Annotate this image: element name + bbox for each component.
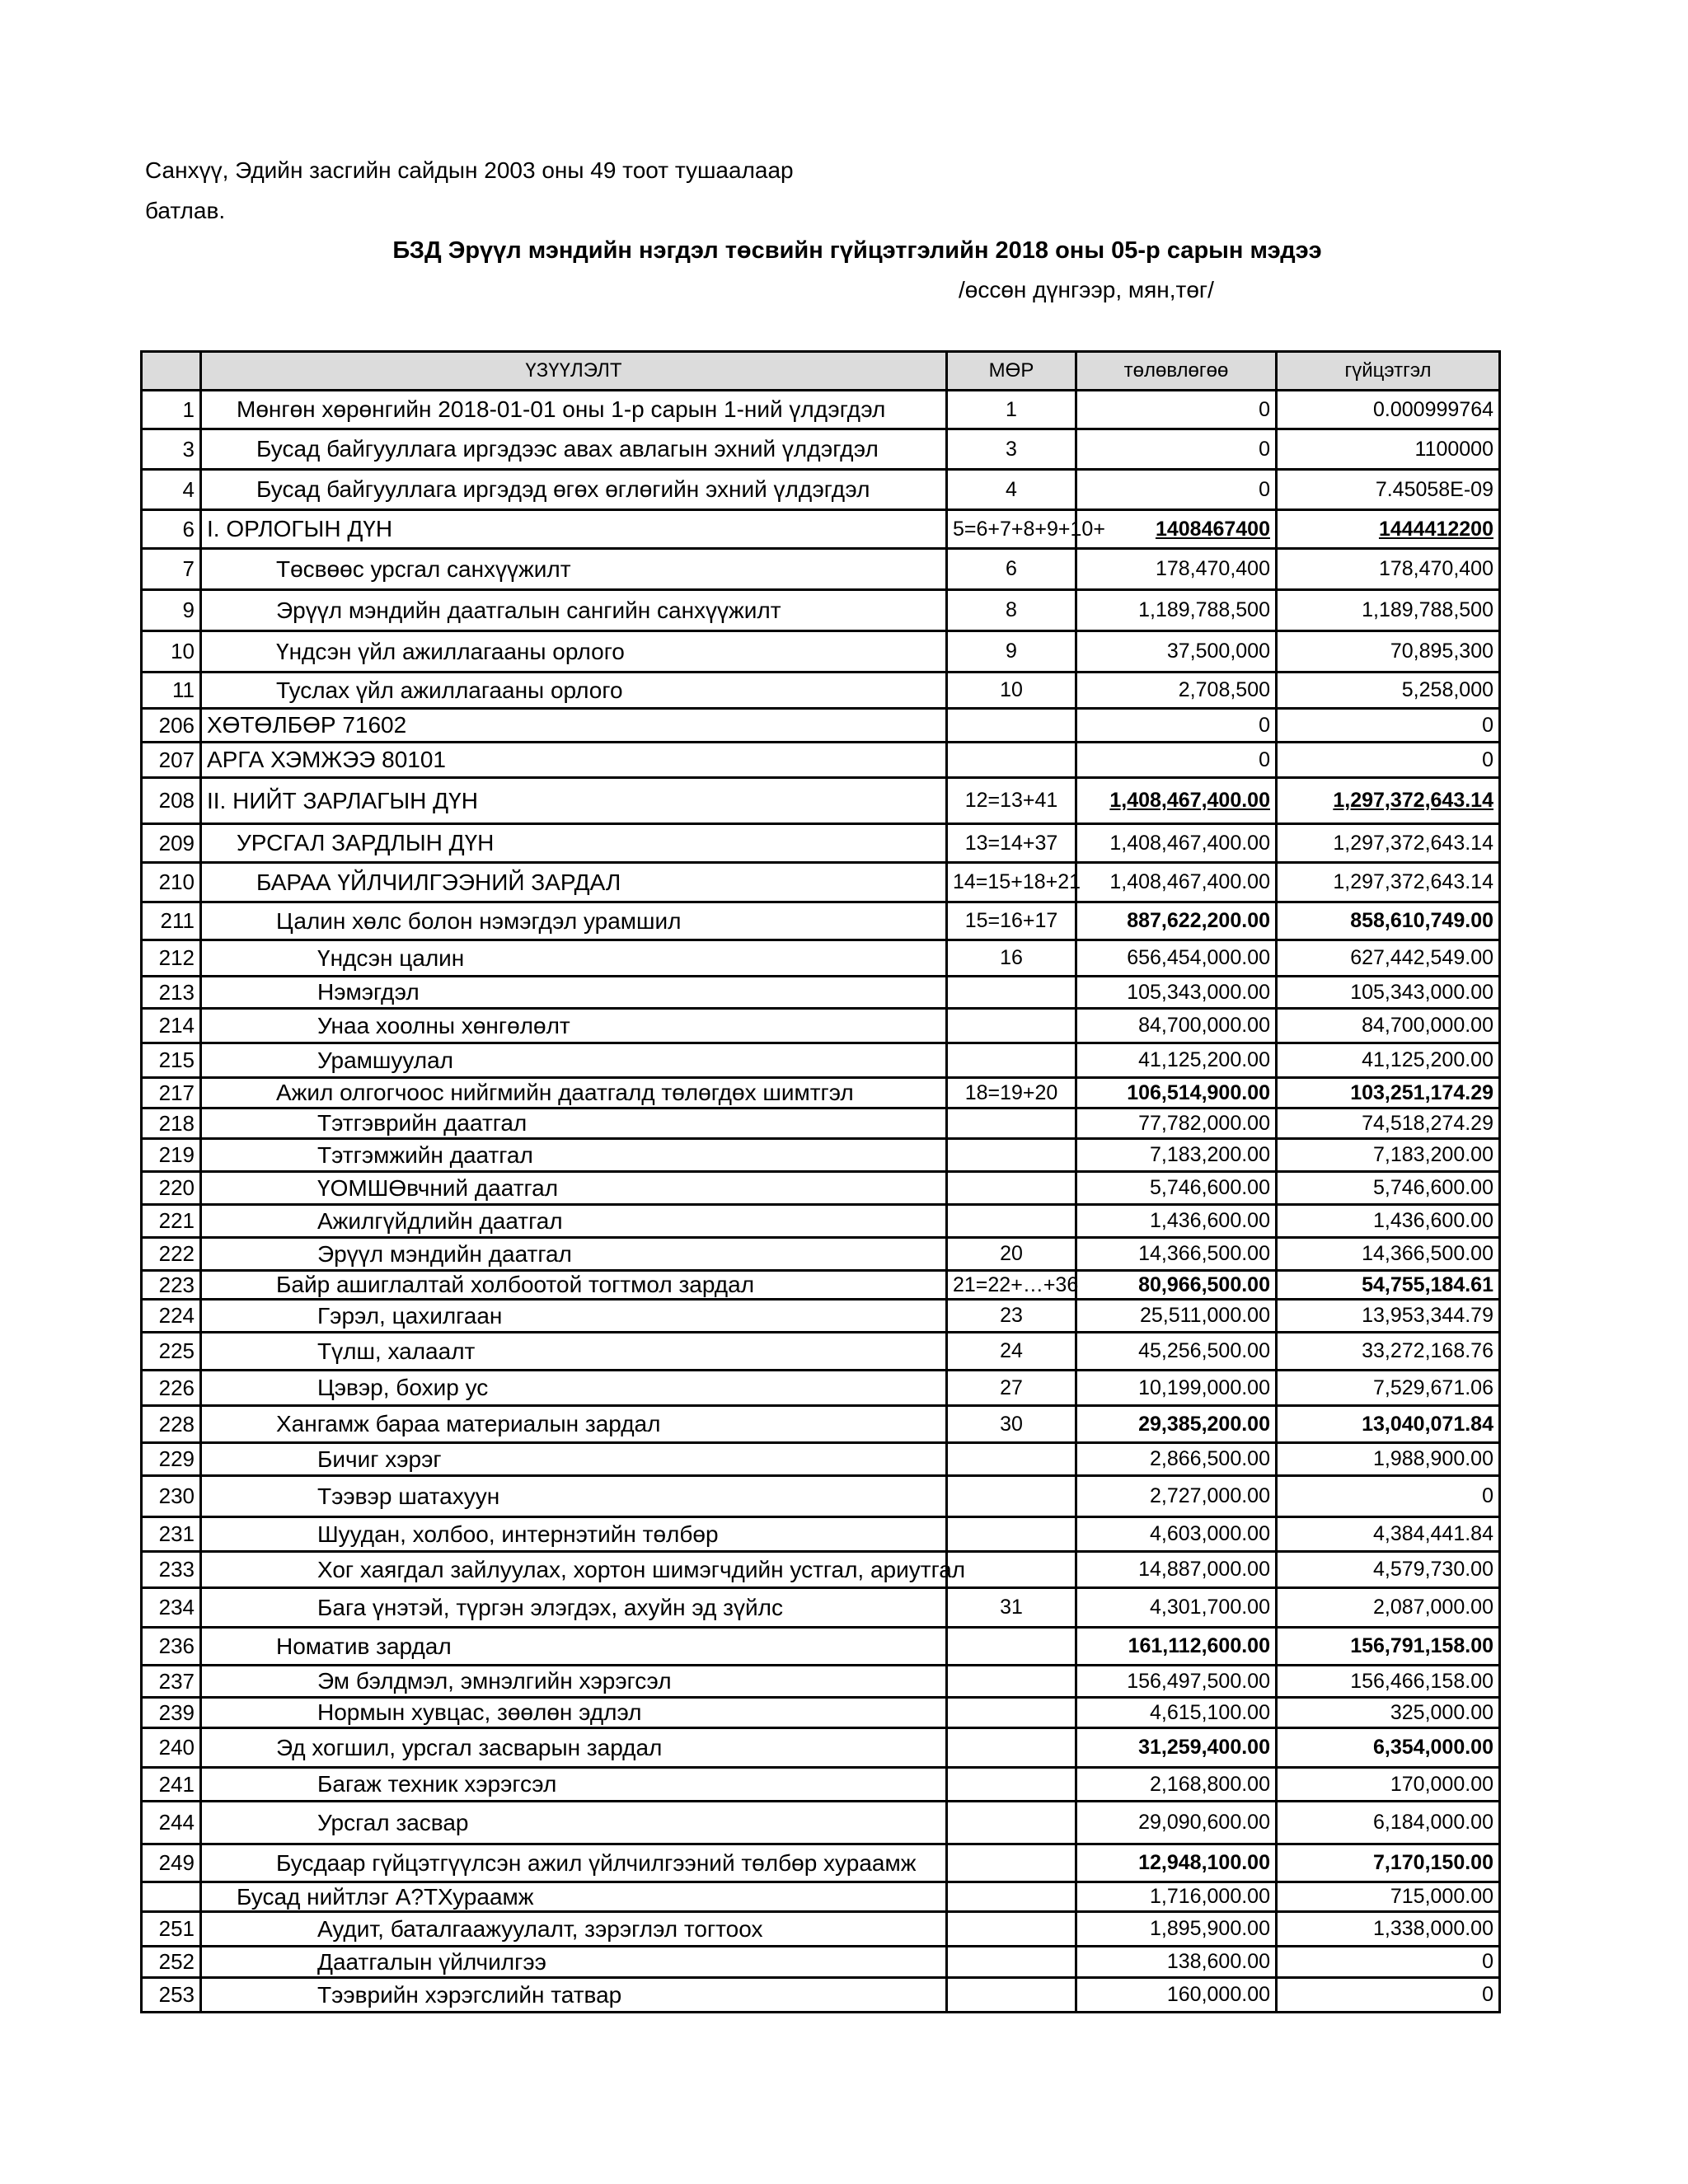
row-description: Цалин хөлс болон нэмэгдэл урамшил bbox=[201, 902, 947, 940]
row-code: 21=22+…+36 bbox=[947, 1271, 1076, 1300]
row-code: 15=16+17 bbox=[947, 902, 1076, 940]
row-actual-amount: 627,442,549.00 bbox=[1277, 940, 1500, 977]
row-number: 236 bbox=[142, 1628, 201, 1666]
row-code bbox=[947, 1768, 1076, 1802]
row-code bbox=[947, 1443, 1076, 1476]
row-description: УРСГАЛ ЗАРДЛЫН ДҮН bbox=[201, 824, 947, 863]
row-number: 212 bbox=[142, 940, 201, 977]
row-actual-amount-value: 1444412200 bbox=[1378, 517, 1493, 541]
row-actual-amount: 4,384,441.84 bbox=[1277, 1517, 1500, 1552]
row-code: 3 bbox=[947, 429, 1076, 470]
row-actual-amount: 0 bbox=[1277, 1947, 1500, 1978]
approval-line-1: Санхүү, Эдийн засгийн сайдын 2003 оны 49 тоот тушаалаар bbox=[145, 157, 794, 183]
row-code: 24 bbox=[947, 1333, 1076, 1371]
row-actual-amount: 84,700,000.00 bbox=[1277, 1009, 1500, 1043]
row-actual-amount: 1,189,788,500 bbox=[1277, 590, 1500, 631]
row-plan-amount: 656,454,000.00 bbox=[1076, 940, 1277, 977]
row-plan-amount: 41,125,200.00 bbox=[1076, 1043, 1277, 1078]
row-plan-amount-value: 1408467400 bbox=[1155, 517, 1270, 541]
row-code bbox=[947, 1043, 1076, 1078]
row-actual-amount: 6,354,000.00 bbox=[1277, 1728, 1500, 1768]
row-number: 3 bbox=[142, 429, 201, 470]
table-row bbox=[142, 1628, 1500, 1666]
table-row bbox=[142, 1517, 1500, 1552]
row-description: Бага үнэтэй, түргэн элэгдэх, ахуйн эд зүйлс bbox=[201, 1588, 947, 1628]
row-number: 215 bbox=[142, 1043, 201, 1078]
row-description: БАРАА ҮЙЛЧИЛГЭЭНИЙ ЗАРДАЛ bbox=[201, 863, 947, 902]
row-actual-amount: 0 bbox=[1277, 1978, 1500, 2013]
row-actual-amount: 7.45058E-09 bbox=[1277, 470, 1500, 510]
row-code bbox=[947, 1844, 1076, 1882]
row-actual-amount: 7,529,671.06 bbox=[1277, 1371, 1500, 1406]
row-code bbox=[947, 709, 1076, 743]
row-plan-amount: 105,343,000.00 bbox=[1076, 977, 1277, 1009]
row-code bbox=[947, 1139, 1076, 1172]
row-number: 225 bbox=[142, 1333, 201, 1371]
table-header-row bbox=[142, 352, 1500, 391]
row-plan-amount: 84,700,000.00 bbox=[1076, 1009, 1277, 1043]
row-number: 7 bbox=[142, 549, 201, 590]
row-plan-amount: 1,895,900.00 bbox=[1076, 1912, 1277, 1947]
row-plan-amount: 4,301,700.00 bbox=[1076, 1588, 1277, 1628]
row-plan-amount: 160,000.00 bbox=[1076, 1978, 1277, 2013]
row-number: 1 bbox=[142, 391, 201, 429]
row-number: 220 bbox=[142, 1172, 201, 1205]
row-actual-amount: 5,746,600.00 bbox=[1277, 1172, 1500, 1205]
row-description: Хог хаягдал зайлуулах, хортон шимэгчдийн устгал, ариутгал bbox=[201, 1552, 947, 1588]
row-code bbox=[947, 1978, 1076, 2013]
row-number: 6 bbox=[142, 510, 201, 549]
row-plan-amount: 77,782,000.00 bbox=[1076, 1108, 1277, 1139]
row-number: 228 bbox=[142, 1406, 201, 1443]
row-description: Бусад байгууллага иргэдээс авах авлагын эхний үлдэгдэл bbox=[201, 429, 947, 470]
row-number: 217 bbox=[142, 1078, 201, 1108]
row-code bbox=[947, 1108, 1076, 1139]
budget-table bbox=[140, 350, 1501, 2013]
row-actual-amount bbox=[1277, 510, 1500, 549]
row-description: Хангамж бараа материалын зардал bbox=[201, 1406, 947, 1443]
row-plan-amount: 14,887,000.00 bbox=[1076, 1552, 1277, 1588]
row-number: 206 bbox=[142, 709, 201, 743]
row-actual-amount: 5,258,000 bbox=[1277, 673, 1500, 709]
row-plan-amount bbox=[1076, 510, 1277, 549]
row-description: Байр ашиглалтай холбоотой тогтмол зардал bbox=[201, 1271, 947, 1300]
row-plan-amount: 0 bbox=[1076, 743, 1277, 778]
row-code bbox=[947, 1205, 1076, 1238]
row-code bbox=[947, 977, 1076, 1009]
row-description: Эд хогшил, урсгал засварын зардал bbox=[201, 1728, 947, 1768]
header-plan: төлөвлөгөө bbox=[1076, 352, 1277, 391]
row-number: 4 bbox=[142, 470, 201, 510]
table-row bbox=[142, 1271, 1500, 1300]
table-row bbox=[142, 1139, 1500, 1172]
row-number: 229 bbox=[142, 1443, 201, 1476]
row-number: 224 bbox=[142, 1300, 201, 1333]
row-code bbox=[947, 1666, 1076, 1698]
table-row bbox=[142, 778, 1500, 824]
row-actual-amount: 6,184,000.00 bbox=[1277, 1802, 1500, 1844]
row-actual-amount: 7,183,200.00 bbox=[1277, 1139, 1500, 1172]
row-description: II. НИЙТ ЗАРЛАГЫН ДҮН bbox=[201, 778, 947, 824]
row-number: 233 bbox=[142, 1552, 201, 1588]
row-number: 213 bbox=[142, 977, 201, 1009]
row-code: 30 bbox=[947, 1406, 1076, 1443]
row-code bbox=[947, 1728, 1076, 1768]
table-row bbox=[142, 1552, 1500, 1588]
table-row bbox=[142, 863, 1500, 902]
header-row-code: МӨР bbox=[947, 352, 1076, 391]
row-plan-amount bbox=[1076, 778, 1277, 824]
table-row bbox=[142, 1078, 1500, 1108]
row-actual-amount: 13,953,344.79 bbox=[1277, 1300, 1500, 1333]
row-number: 226 bbox=[142, 1371, 201, 1406]
row-code: 10 bbox=[947, 673, 1076, 709]
row-code: 9 bbox=[947, 631, 1076, 673]
table-row bbox=[142, 549, 1500, 590]
row-code bbox=[947, 1947, 1076, 1978]
row-number: 209 bbox=[142, 824, 201, 863]
row-actual-amount bbox=[1277, 778, 1500, 824]
row-description: I. ОРЛОГЫН ДҮН bbox=[201, 510, 947, 549]
row-description: Урсгал засвар bbox=[201, 1802, 947, 1844]
row-actual-amount: 13,040,071.84 bbox=[1277, 1406, 1500, 1443]
row-plan-amount: 0 bbox=[1076, 429, 1277, 470]
row-code bbox=[947, 1628, 1076, 1666]
table-row bbox=[142, 1371, 1500, 1406]
row-plan-amount: 106,514,900.00 bbox=[1076, 1078, 1277, 1108]
table-row bbox=[142, 1205, 1500, 1238]
row-number: 11 bbox=[142, 673, 201, 709]
row-plan-amount: 4,603,000.00 bbox=[1076, 1517, 1277, 1552]
table-row bbox=[142, 940, 1500, 977]
row-number: 249 bbox=[142, 1844, 201, 1882]
row-actual-amount: 1100000 bbox=[1277, 429, 1500, 470]
row-number: 240 bbox=[142, 1728, 201, 1768]
table-row bbox=[142, 1043, 1500, 1078]
row-plan-amount: 1,716,000.00 bbox=[1076, 1882, 1277, 1912]
row-actual-amount: 1,988,900.00 bbox=[1277, 1443, 1500, 1476]
row-description: Гэрэл, цахилгаан bbox=[201, 1300, 947, 1333]
row-actual-amount: 4,579,730.00 bbox=[1277, 1552, 1500, 1588]
table-row bbox=[142, 902, 1500, 940]
table-row bbox=[142, 391, 1500, 429]
row-plan-amount: 25,511,000.00 bbox=[1076, 1300, 1277, 1333]
table-row bbox=[142, 1172, 1500, 1205]
table-row bbox=[142, 1009, 1500, 1043]
row-number: 230 bbox=[142, 1476, 201, 1517]
row-description: Эрүүл мэндийн даатгалын сангийн санхүүжилт bbox=[201, 590, 947, 631]
table-row bbox=[142, 429, 1500, 470]
row-description: ХӨТӨЛБӨР 71602 bbox=[201, 709, 947, 743]
row-plan-amount: 45,256,500.00 bbox=[1076, 1333, 1277, 1371]
row-code: 27 bbox=[947, 1371, 1076, 1406]
row-code bbox=[947, 1698, 1076, 1728]
table-row bbox=[142, 590, 1500, 631]
header-num bbox=[142, 352, 201, 391]
row-number: 244 bbox=[142, 1802, 201, 1844]
row-plan-amount-value: 1,408,467,400.00 bbox=[1109, 789, 1270, 812]
row-code: 12=13+41 bbox=[947, 778, 1076, 824]
row-actual-amount: 74,518,274.29 bbox=[1277, 1108, 1500, 1139]
row-plan-amount: 2,708,500 bbox=[1076, 673, 1277, 709]
row-number: 210 bbox=[142, 863, 201, 902]
row-code bbox=[947, 743, 1076, 778]
row-description: Туслах үйл ажиллагааны орлого bbox=[201, 673, 947, 709]
table-row bbox=[142, 1333, 1500, 1371]
table-row bbox=[142, 1728, 1500, 1768]
row-plan-amount: 14,366,500.00 bbox=[1076, 1238, 1277, 1271]
row-code bbox=[947, 1172, 1076, 1205]
row-code: 13=14+37 bbox=[947, 824, 1076, 863]
row-actual-amount: 33,272,168.76 bbox=[1277, 1333, 1500, 1371]
row-actual-amount: 7,170,150.00 bbox=[1277, 1844, 1500, 1882]
row-code bbox=[947, 1009, 1076, 1043]
row-description: Бусад байгууллага иргэдэд өгөх өглөгийн эхний үлдэгдэл bbox=[201, 470, 947, 510]
row-code bbox=[947, 1476, 1076, 1517]
row-number: 218 bbox=[142, 1108, 201, 1139]
row-description: Тээврийн хэрэгслийн татвар bbox=[201, 1978, 947, 2013]
row-code bbox=[947, 1552, 1076, 1588]
row-plan-amount: 138,600.00 bbox=[1076, 1947, 1277, 1978]
row-actual-amount: 156,466,158.00 bbox=[1277, 1666, 1500, 1698]
row-description: Тэтгэмжийн даатгал bbox=[201, 1139, 947, 1172]
row-plan-amount: 2,866,500.00 bbox=[1076, 1443, 1277, 1476]
row-number: 234 bbox=[142, 1588, 201, 1628]
row-actual-amount: 2,087,000.00 bbox=[1277, 1588, 1500, 1628]
row-actual-amount: 715,000.00 bbox=[1277, 1882, 1500, 1912]
row-number: 211 bbox=[142, 902, 201, 940]
row-actual-amount: 170,000.00 bbox=[1277, 1768, 1500, 1802]
row-plan-amount: 1,189,788,500 bbox=[1076, 590, 1277, 631]
row-description: Тээвэр шатахуун bbox=[201, 1476, 947, 1517]
approval-line-2: батлав. bbox=[145, 198, 226, 223]
row-number: 239 bbox=[142, 1698, 201, 1728]
row-actual-amount: 70,895,300 bbox=[1277, 631, 1500, 673]
row-description: Даатгалын үйлчилгээ bbox=[201, 1947, 947, 1978]
row-description: Шуудан, холбоо, интернэтийн төлбөр bbox=[201, 1517, 947, 1552]
row-actual-amount: 0.000999764 bbox=[1277, 391, 1500, 429]
row-number: 253 bbox=[142, 1978, 201, 2013]
row-code: 4 bbox=[947, 470, 1076, 510]
row-plan-amount: 7,183,200.00 bbox=[1076, 1139, 1277, 1172]
row-actual-amount: 1,436,600.00 bbox=[1277, 1205, 1500, 1238]
row-description: Төсвөөс урсгал санхүүжилт bbox=[201, 549, 947, 590]
row-number bbox=[142, 1882, 201, 1912]
row-description: Эрүүл мэндийн даатгал bbox=[201, 1238, 947, 1271]
row-description: ҮОМШӨвчний даатгал bbox=[201, 1172, 947, 1205]
row-plan-amount: 156,497,500.00 bbox=[1076, 1666, 1277, 1698]
row-plan-amount: 31,259,400.00 bbox=[1076, 1728, 1277, 1768]
row-code bbox=[947, 1802, 1076, 1844]
table-row bbox=[142, 824, 1500, 863]
row-number: 252 bbox=[142, 1947, 201, 1978]
row-code: 1 bbox=[947, 391, 1076, 429]
row-code: 6 bbox=[947, 549, 1076, 590]
row-description: Унаа хоолны хөнгөлөлт bbox=[201, 1009, 947, 1043]
row-number: 221 bbox=[142, 1205, 201, 1238]
row-description: Номатив зардал bbox=[201, 1628, 947, 1666]
table-row bbox=[142, 1947, 1500, 1978]
row-description: Аудит, баталгаажуулалт, зэрэглэл тогтоох bbox=[201, 1912, 947, 1947]
row-code: 18=19+20 bbox=[947, 1078, 1076, 1108]
row-number: 222 bbox=[142, 1238, 201, 1271]
row-actual-amount: 1,297,372,643.14 bbox=[1277, 824, 1500, 863]
row-actual-amount: 156,791,158.00 bbox=[1277, 1628, 1500, 1666]
row-description: Багаж техник хэрэгсэл bbox=[201, 1768, 947, 1802]
row-number: 237 bbox=[142, 1666, 201, 1698]
row-number: 231 bbox=[142, 1517, 201, 1552]
row-code bbox=[947, 1882, 1076, 1912]
row-plan-amount: 37,500,000 bbox=[1076, 631, 1277, 673]
row-actual-amount: 0 bbox=[1277, 1476, 1500, 1517]
row-plan-amount: 4,615,100.00 bbox=[1076, 1698, 1277, 1728]
row-plan-amount: 12,948,100.00 bbox=[1076, 1844, 1277, 1882]
row-actual-amount: 178,470,400 bbox=[1277, 549, 1500, 590]
row-description: Бусдаар гүйцэтгүүлсэн ажил үйлчилгээний төлбөр хураамж bbox=[201, 1844, 947, 1882]
row-code: 23 bbox=[947, 1300, 1076, 1333]
row-plan-amount: 0 bbox=[1076, 391, 1277, 429]
row-code: 8 bbox=[947, 590, 1076, 631]
row-plan-amount: 1,436,600.00 bbox=[1076, 1205, 1277, 1238]
row-code bbox=[947, 1912, 1076, 1947]
row-number: 10 bbox=[142, 631, 201, 673]
row-number: 223 bbox=[142, 1271, 201, 1300]
row-description: Цэвэр, бохир ус bbox=[201, 1371, 947, 1406]
table-row bbox=[142, 631, 1500, 673]
row-number: 208 bbox=[142, 778, 201, 824]
row-actual-amount: 0 bbox=[1277, 709, 1500, 743]
header-actual: гүйцэтгэл bbox=[1277, 352, 1500, 391]
table-body bbox=[142, 391, 1500, 2013]
row-plan-amount: 80,966,500.00 bbox=[1076, 1271, 1277, 1300]
row-description: АРГА ХЭМЖЭЭ 80101 bbox=[201, 743, 947, 778]
row-description: Эм бэлдмэл, эмнэлгийн хэрэгсэл bbox=[201, 1666, 947, 1698]
table-row bbox=[142, 1666, 1500, 1698]
row-actual-amount: 0 bbox=[1277, 743, 1500, 778]
row-plan-amount: 29,385,200.00 bbox=[1076, 1406, 1277, 1443]
row-actual-amount: 325,000.00 bbox=[1277, 1698, 1500, 1728]
row-plan-amount: 29,090,600.00 bbox=[1076, 1802, 1277, 1844]
row-description: Түлш, халаалт bbox=[201, 1333, 947, 1371]
row-code: 5=6+7+8+9+10+ bbox=[947, 510, 1076, 549]
row-actual-amount: 103,251,174.29 bbox=[1277, 1078, 1500, 1108]
row-number: 9 bbox=[142, 590, 201, 631]
table-row bbox=[142, 1588, 1500, 1628]
row-description: Ажилгүйдлийн даатгал bbox=[201, 1205, 947, 1238]
row-description: Үндсэн цалин bbox=[201, 940, 947, 977]
table-row bbox=[142, 1443, 1500, 1476]
table-row bbox=[142, 510, 1500, 549]
table-row bbox=[142, 1768, 1500, 1802]
report-title-text: БЗД Эрүүл мэндийн нэгдэл төсвийн гүйцэтгэлийн 2018 оны 05-р сарын мэдээ bbox=[392, 237, 1322, 264]
table-row bbox=[142, 1844, 1500, 1882]
row-number: 251 bbox=[142, 1912, 201, 1947]
row-number: 214 bbox=[142, 1009, 201, 1043]
row-plan-amount: 5,746,600.00 bbox=[1076, 1172, 1277, 1205]
table-row bbox=[142, 1978, 1500, 2013]
row-description: Бусад нийтлэг А?ТХураамж bbox=[201, 1882, 947, 1912]
row-plan-amount: 1,408,467,400.00 bbox=[1076, 824, 1277, 863]
row-code bbox=[947, 1517, 1076, 1552]
table-row bbox=[142, 470, 1500, 510]
row-plan-amount: 1,408,467,400.00 bbox=[1076, 863, 1277, 902]
row-actual-amount: 54,755,184.61 bbox=[1277, 1271, 1500, 1300]
table-row bbox=[142, 1912, 1500, 1947]
table-row bbox=[142, 977, 1500, 1009]
row-code: 14=15+18+21 bbox=[947, 863, 1076, 902]
table-row bbox=[142, 1802, 1500, 1844]
row-actual-amount: 1,338,000.00 bbox=[1277, 1912, 1500, 1947]
row-number: 207 bbox=[142, 743, 201, 778]
header-description: ҮЗҮҮЛЭЛТ bbox=[201, 352, 947, 391]
table-row bbox=[142, 1406, 1500, 1443]
row-actual-amount-value: 1,297,372,643.14 bbox=[1333, 789, 1493, 812]
row-description: Тэтгэврийн даатгал bbox=[201, 1108, 947, 1139]
row-code: 16 bbox=[947, 940, 1076, 977]
row-plan-amount: 0 bbox=[1076, 709, 1277, 743]
row-actual-amount: 41,125,200.00 bbox=[1277, 1043, 1500, 1078]
unit-note: /өссөн дүнгээр, мян,төг/ bbox=[959, 277, 1214, 302]
row-number: 219 bbox=[142, 1139, 201, 1172]
row-actual-amount: 105,343,000.00 bbox=[1277, 977, 1500, 1009]
table-row bbox=[142, 709, 1500, 743]
table-row bbox=[142, 1882, 1500, 1912]
table-row bbox=[142, 673, 1500, 709]
row-description: Нэмэгдэл bbox=[201, 977, 947, 1009]
report-title bbox=[0, 237, 1688, 265]
row-plan-amount: 2,168,800.00 bbox=[1076, 1768, 1277, 1802]
table-row bbox=[142, 1108, 1500, 1139]
table-row bbox=[142, 1300, 1500, 1333]
row-actual-amount: 1,297,372,643.14 bbox=[1277, 863, 1500, 902]
table-row bbox=[142, 1238, 1500, 1271]
row-code: 31 bbox=[947, 1588, 1076, 1628]
row-plan-amount: 0 bbox=[1076, 470, 1277, 510]
table-row bbox=[142, 1476, 1500, 1517]
row-plan-amount: 161,112,600.00 bbox=[1076, 1628, 1277, 1666]
row-plan-amount: 2,727,000.00 bbox=[1076, 1476, 1277, 1517]
row-description: Нормын хувцас, зөөлөн эдлэл bbox=[201, 1698, 947, 1728]
row-plan-amount: 178,470,400 bbox=[1076, 549, 1277, 590]
table-row bbox=[142, 743, 1500, 778]
row-number: 241 bbox=[142, 1768, 201, 1802]
row-actual-amount: 14,366,500.00 bbox=[1277, 1238, 1500, 1271]
row-plan-amount: 887,622,200.00 bbox=[1076, 902, 1277, 940]
table-row bbox=[142, 1698, 1500, 1728]
row-plan-amount: 10,199,000.00 bbox=[1076, 1371, 1277, 1406]
row-description: Үндсэн үйл ажиллагааны орлого bbox=[201, 631, 947, 673]
row-description: Мөнгөн хөрөнгийн 2018-01-01 оны 1-р сарын 1-ний үлдэгдэл bbox=[201, 391, 947, 429]
row-code: 20 bbox=[947, 1238, 1076, 1271]
row-actual-amount: 858,610,749.00 bbox=[1277, 902, 1500, 940]
row-description: Бичиг хэрэг bbox=[201, 1443, 947, 1476]
row-description: Урамшуулал bbox=[201, 1043, 947, 1078]
row-description: Ажил олгогчоос нийгмийн даатгалд төлөгдөх шимтгэл bbox=[201, 1078, 947, 1108]
